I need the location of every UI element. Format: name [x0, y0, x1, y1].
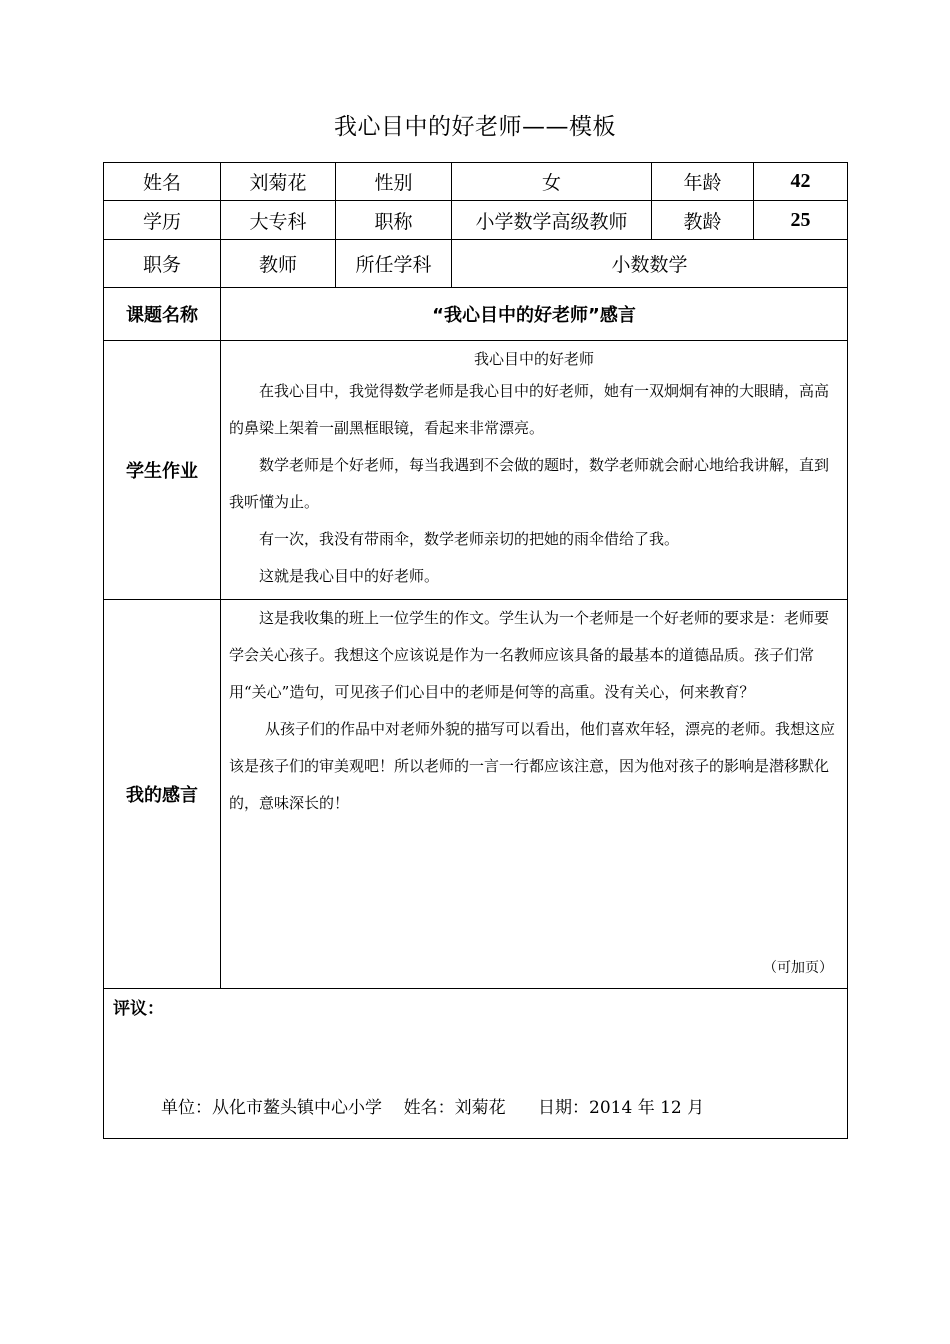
- age-value: 42: [754, 163, 848, 201]
- comment-section: [104, 989, 848, 1139]
- student-essay: [221, 341, 848, 600]
- document-title: 我心目中的好老师——模板: [334, 114, 616, 140]
- essay-paragraph: 数学老师是个好老师，每当我遇到不会做的题时，数学老师就会耐心地给我讲解，直到我听懂为止。: [229, 456, 830, 511]
- teaching-years-label: 教龄: [652, 201, 754, 240]
- topic-value: “我心目中的好老师”感言: [221, 288, 848, 341]
- topic-label: 课题名称: [104, 288, 221, 341]
- teaching-years-value: 25: [754, 201, 848, 240]
- reflection-text: [221, 600, 848, 989]
- subject-value: 小数数学: [452, 240, 848, 288]
- gender-label: 性别: [336, 163, 452, 201]
- reflection-paragraph: 这是我收集的班上一位学生的作文。学生认为一个老师是一个好老师的要求是：老师要学会关心孩子。我想这个应该说是作为一名教师应该具备的最基本的道德品质。孩子们常用“关心”造句，可见孩子们心目中的老师是何等的高重。没有关心，何来教育？: [229, 609, 830, 701]
- student-work-label: 学生作业: [104, 341, 221, 600]
- position-label: 职务: [104, 240, 221, 288]
- essay-paragraph: 在我心目中，我觉得数学老师是我心目中的好老师，她有一双炯炯有神的大眼睛，高高的鼻梁上架着一副黑框眼镜，看起来非常漂亮。: [229, 382, 830, 437]
- education-value: 大专科: [221, 201, 336, 240]
- form-row-position: [104, 240, 848, 288]
- name-label: 姓名: [104, 163, 221, 201]
- essay-title: 我心目中的好老师: [473, 350, 594, 368]
- age-label: 年龄: [652, 163, 754, 201]
- form-row-comment: [104, 989, 848, 1139]
- reflection-label: 我的感言: [104, 600, 221, 989]
- form-row-basic: [104, 163, 848, 201]
- title-label: 职称: [336, 201, 452, 240]
- title-value: 小学数学高级教师: [452, 201, 652, 240]
- form-row-student-work: [104, 341, 848, 600]
- name-value: 刘菊花: [221, 163, 336, 201]
- essay-paragraph: 这就是我心目中的好老师。: [259, 567, 440, 585]
- subject-label: 所任学科: [336, 240, 452, 288]
- footer-signature: 单位：从化市鳌头镇中心小学 姓名：刘菊花 日期：2014 年 12 月: [161, 1098, 705, 1118]
- form-row-topic: [104, 288, 848, 341]
- form-row-education: [104, 201, 848, 240]
- position-value: 教师: [221, 240, 336, 288]
- add-page-note: （可加页）: [763, 960, 833, 976]
- reflection-paragraph: 从孩子们的作品中对老师外貌的描写可以看出，他们喜欢年轻，漂亮的老师。我想这应该是孩子们的审美观吧！所以老师的一言一行都应该注意，因为他对孩子的影响是潜移默化的，意味深长的！: [229, 720, 836, 812]
- gender-value: 女: [452, 163, 652, 201]
- essay-paragraph: 有一次，我没有带雨伞，数学老师亲切的把她的雨伞借给了我。: [259, 530, 680, 548]
- comment-label: 评议：: [113, 999, 164, 1019]
- education-label: 学历: [104, 201, 221, 240]
- teacher-form-table: [103, 162, 848, 1139]
- form-row-reflection: [104, 600, 848, 989]
